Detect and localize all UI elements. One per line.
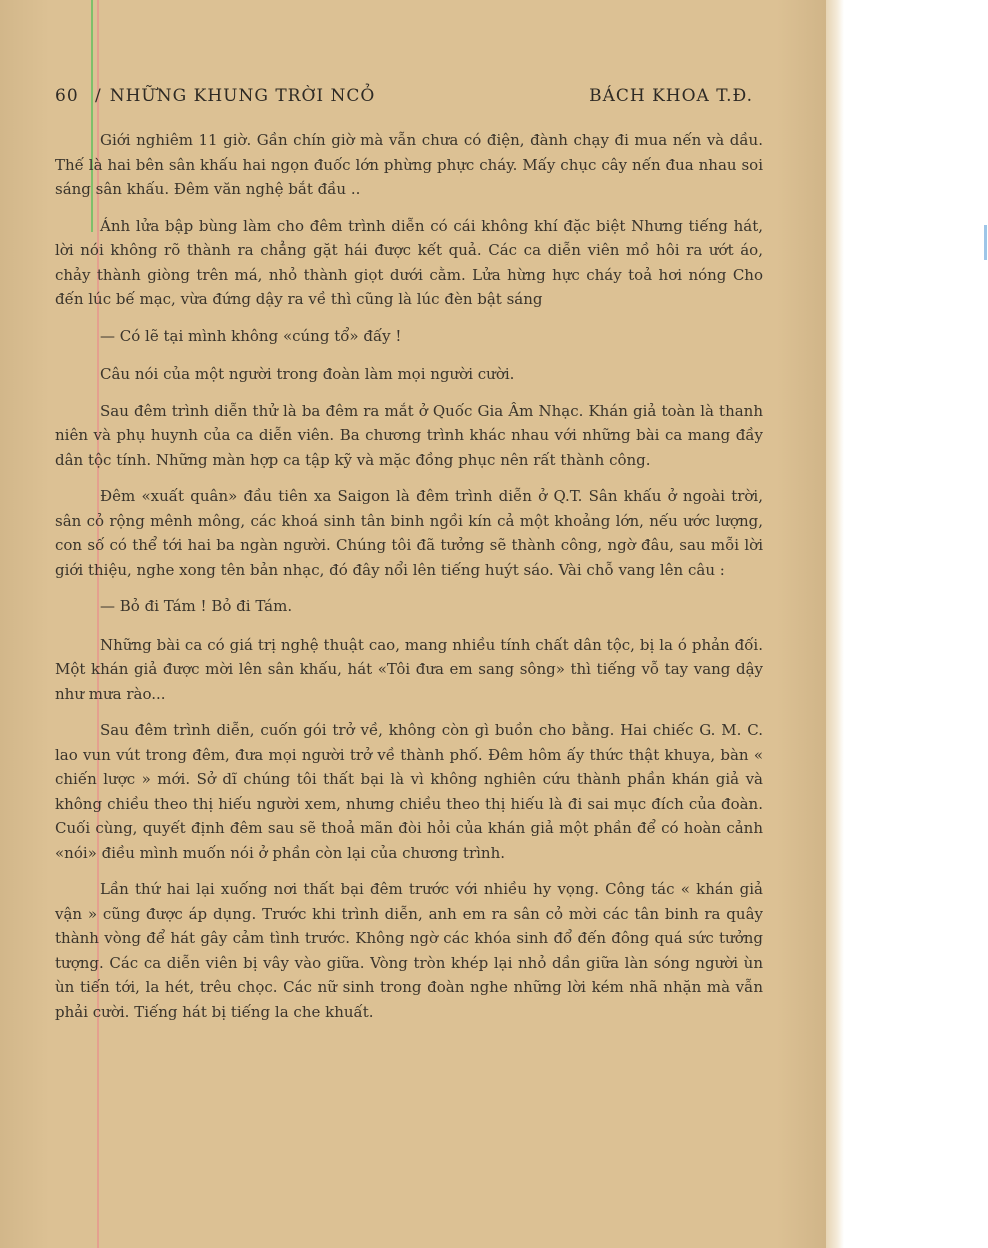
scan-edge-mark [984,225,987,260]
paragraph: Những bài ca có giá trị nghệ thuật cao, mang nhiều tính chất dân tộc, bị la ó phản đối. Một khán giả được mời lên sân khấu, hát «Tôi đưa em sang sông» thì tiếng vỗ tay vang dậy như mưa rào... [55,635,763,703]
dialogue-line: — Có lẽ tại mình không «cúng tổ» đấy ! [100,326,402,345]
page-edge [826,0,844,1248]
running-title [95,86,375,106]
paragraph: Sau đêm trình diễn, cuốn gói trở về, không còn gì buồn cho bằng. Hai chiếc G. M. C. lao vun vút trong đêm, đưa mọi người trở về thành phố. Đêm hôm ấy thức thật khuya, bàn « chiến lược » mới. Sở dĩ chúng tôi thất bại là vì không nghiên cứu thành phần khán giả và không chiều theo thị hiếu người xem, nhưng chiều theo thị hiếu là đi sai mục đích của đoàn. Cuối cùng, quyết định đêm sau sẽ thoả mãn đòi hỏi của khán giả một phần để có hoàn cảnh «nói» điều mình muốn nói ở phần còn lại của chương trình. [55,721,763,862]
page-number: 60 [55,86,79,106]
body-text [55,128,763,1036]
paragraph: Sau đêm trình diễn thử là ba đêm ra mắt ở Quốc Gia Âm Nhạc. Khán giả toàn là thanh niên và phụ huynh của ca diễn viên. Ba chương trình khác nhau với những bài ca mang đầy dân tộc tính. Những màn hợp ca tập kỹ và mặc đồng phục nên rất thành công. [55,401,763,469]
paragraph: Câu nói của một người trong đoàn làm mọi người cười. [100,365,515,383]
paragraph: Lần thứ hai lại xuống nơi thất bại đêm trước với nhiều hy vọng. Công tác « khán giả vận » cũng được áp dụng. Trước khi trình diễn, anh em ra sân cỏ mời các tân binh ra quây thành vòng để hát gây cảm tình trước. Không ngờ các khóa sinh đổ đến đông quá sức tưởng tượng. Các ca diễn viên bị vây vào giữa. Vòng tròn khép lại nhỏ dần giữa làn sóng người ùn ùn tiến tới, la hét, trêu chọc. Các nữ sinh trong đoàn nghe những lời kém nhã nhặn mà vẫn phải cười. Tiếng hát bị tiếng la che khuất. [55,880,763,1021]
paragraph: Đêm «xuất quân» đầu tiên xa Saigon là đêm trình diễn ở Q.T. Sân khấu ở ngoài trời, sân cỏ rộng mênh mông, các khoá sinh tân binh ngồi kín cả một khoảng lớn, nếu ước lượng, con số có thể tới hai ba ngàn người. Chúng tôi đã tưởng sẽ thành công, ngờ đâu, sau mỗi lời giới thiệu, nghe xong tên bản nhạc, đó đây nổi lên tiếng huýt sáo. Vài chỗ vang lên câu : [55,487,763,579]
paragraph: Giới nghiêm 11 giờ. Gần chín giờ mà vẫn chưa có điện, đành chạy đi mua nến và dầu. Thế là hai bên sân khấu hai ngọn đuốc lớn phừng phực cháy. Mấy chục cây nến đua nhau soi sáng sân khấu. Đêm văn nghệ bắt đầu .. [55,131,763,198]
dialogue-line: — Bỏ đi Tám ! Bỏ đi Tám. [100,597,293,615]
publication-name: BÁCH KHOA T.Đ. [589,86,753,106]
running-title-text: NHỮNG KHUNG TRỜI NCỎ [109,86,376,106]
paragraph: Ánh lửa bập bùng làm cho đêm trình diễn có cái không khí đặc biệt Nhưng tiếng hát, lời nói không rõ thành ra chẳng gặt hái được kết quả. Các ca diễn viên mồ hôi ra ướt áo, chảy thành giòng trên má, nhỏ thành giọt dưới cằm. Lửa hừng hực cháy toả hơi nóng Cho đến lúc bế mạc, vừa đứng dậy ra về thì cũng là lúc đèn bật sáng [55,216,763,308]
header-slash: / [95,86,102,106]
page-header [55,86,755,110]
